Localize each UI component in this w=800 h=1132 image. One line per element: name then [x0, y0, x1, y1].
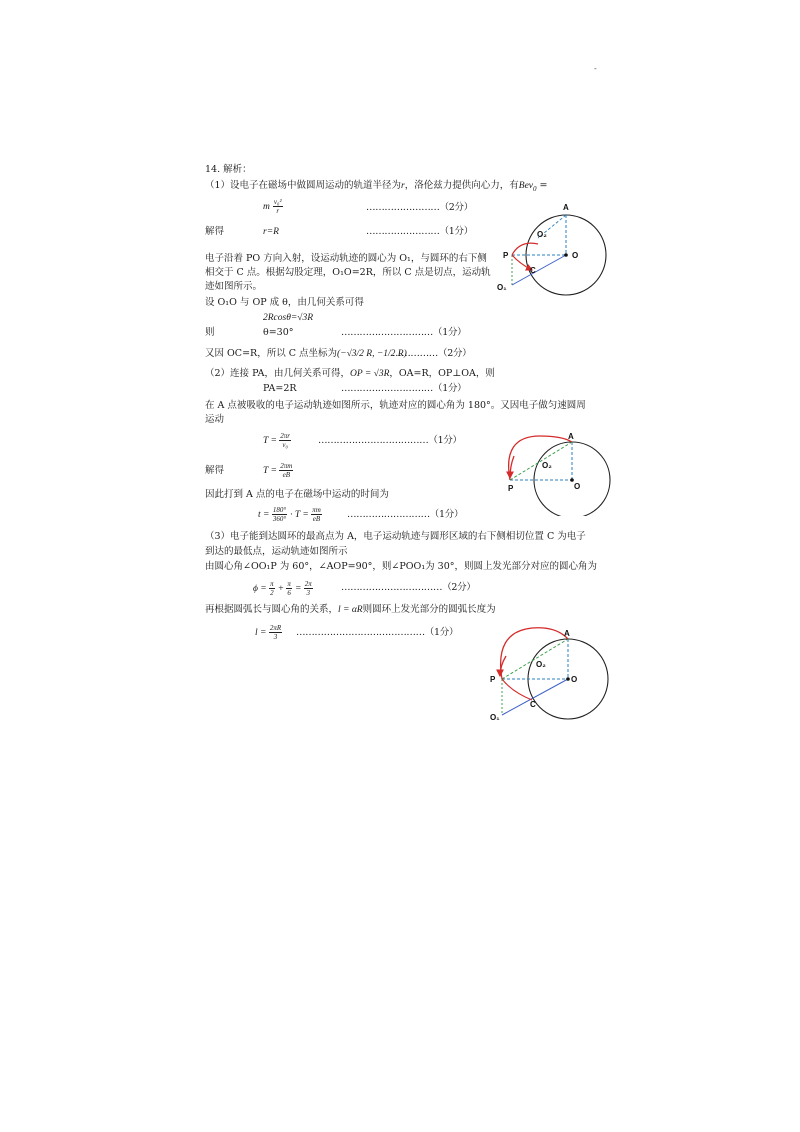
- period-formula-2: T = $\frac{2\pi m}{eB}$: [263, 462, 293, 479]
- label-O2: O₂: [537, 230, 547, 239]
- score-1pt-d: ………………………………（1分）: [318, 435, 462, 446]
- figure-2-trajectory: [500, 426, 615, 516]
- time-intro: 因此打到 A 点的电子在磁场中运动的时间为: [205, 489, 389, 500]
- pa-result: PA=2R: [263, 383, 297, 394]
- part1-para-b: 相交于 C 点。根据勾股定理，O₁O=2R，所以 C 点是切点，运动轨: [205, 267, 491, 278]
- label-A: A: [568, 432, 574, 441]
- period-formula-1: T = $\frac{2\pi r}{\text{v₀}}$: [263, 432, 291, 449]
- part3-line3: 由圆心角∠OO₁P 为 60°，∠AOP=90°，则∠POO₁为 30°，则圆上发光部分对应的圆心角为: [205, 561, 598, 572]
- arc-length-formula: l = $\frac{2\pi R}{3}$: [255, 624, 282, 641]
- figure-3-trajectory: [486, 620, 616, 730]
- label-P: P: [490, 675, 496, 684]
- time-formula: t = $\frac{180^\circ}{360^\circ}$ · T = $\frac{\pi m}{eB}$: [258, 506, 321, 523]
- jiede-label-1: 解得: [205, 226, 225, 237]
- label-P: P: [508, 484, 514, 493]
- part2-para-b: 运动: [205, 414, 225, 425]
- label-P: P: [503, 251, 509, 260]
- trajectory-semicircle: [509, 436, 572, 480]
- part1-coord-line: 又因 OC=R，所以 C 点坐标为(−√3/2 R, −1/2 R): [205, 348, 407, 359]
- solution-heading: 14. 解析：: [205, 164, 252, 175]
- line-PA: [502, 639, 568, 679]
- score-2pt-a: ……………………（2分）: [366, 202, 473, 213]
- line-PA: [510, 442, 572, 480]
- label-O1: O₁: [497, 283, 507, 292]
- page-mark: -: [594, 64, 597, 73]
- part3-line4: 再根据圆弧长与圆心角的关系，l = αR则圆环上发光部分的圆弧长度为: [205, 604, 496, 615]
- point-O: [566, 677, 570, 681]
- label-C: C: [530, 700, 536, 709]
- trajectory-top: [501, 628, 568, 679]
- label-C: C: [530, 266, 536, 275]
- score-2pt-b: ……………（2分）: [392, 348, 472, 359]
- trajectory-arc-1: [512, 243, 538, 255]
- score-1pt-f: ……………………………………（1分）: [296, 627, 459, 638]
- label-O: O: [571, 675, 578, 684]
- part3-line1: （3）电子能到达圆环的最高点为 A，电子运动轨迹与圆形区域的右下侧相切位置 C 为电子: [205, 531, 586, 542]
- score-1pt-c: …………………………（1分）: [341, 383, 467, 394]
- force-formula: m $\frac{\text{v₀²}}{r}$: [263, 198, 282, 215]
- score-1pt-e: ………………………（1分）: [347, 509, 464, 520]
- radius-result: r=R: [263, 227, 279, 237]
- figure-1-trajectory: [490, 198, 615, 298]
- part3-line2: 到达的最低点，运动轨迹如图所示: [205, 546, 348, 557]
- label-O2: O₂: [542, 461, 552, 470]
- label-A: A: [563, 203, 569, 212]
- jiede-label-2: 解得: [205, 465, 225, 476]
- line-O1O: [512, 255, 566, 285]
- score-1pt-b: …………………………（1分）: [341, 327, 467, 338]
- trajectory-arc-2: [512, 255, 532, 270]
- score-1pt-a: ……………………（1分）: [366, 226, 473, 237]
- score-2pt-c: ……………………………（2分）: [341, 582, 476, 593]
- line-O1O: [502, 679, 568, 715]
- cos-equation: 2Rcosθ=√3R: [263, 313, 314, 323]
- theta-result: θ=30°: [263, 327, 294, 338]
- ze-label: 则: [205, 327, 215, 338]
- phi-formula: ϕ = $\frac{\pi}{2}$ + $\frac{\pi}{6}$ = $\frac{2\pi}{3}$: [253, 580, 312, 597]
- part2-line1: （2）连接 PA，由几何关系可得，OP = √3R，OA=R，OP⊥OA，则: [205, 368, 495, 379]
- trajectory-bottom: [502, 679, 532, 700]
- label-O: O: [574, 482, 581, 491]
- point-O: [564, 253, 568, 257]
- part1-line1: （1）设电子在磁场中做圆周运动的轨道半径为r，洛伦兹力提供向心力，有Bev$_0$ =: [205, 180, 548, 193]
- trajectory-arrow: [510, 456, 514, 478]
- part1-para-c: 迹如图所示。: [205, 281, 263, 292]
- part2-para-a: 在 A 点被吸收的电子运动轨迹如图所示，轨迹对应的圆心角为 180°。又因电子做匀速圆周: [205, 400, 586, 411]
- label-O1: O₁: [490, 713, 500, 722]
- part1-para-d: 设 O₁O 与 OP 成 θ，由几何关系可得: [205, 297, 364, 308]
- label-O: O: [572, 251, 579, 260]
- label-O2: O₂: [536, 660, 546, 669]
- label-A: A: [564, 629, 570, 638]
- part1-para-a: 电子沿着 PO 方向入射，设运动轨迹的圆心为 O₁，与圆环的右下侧: [205, 253, 487, 264]
